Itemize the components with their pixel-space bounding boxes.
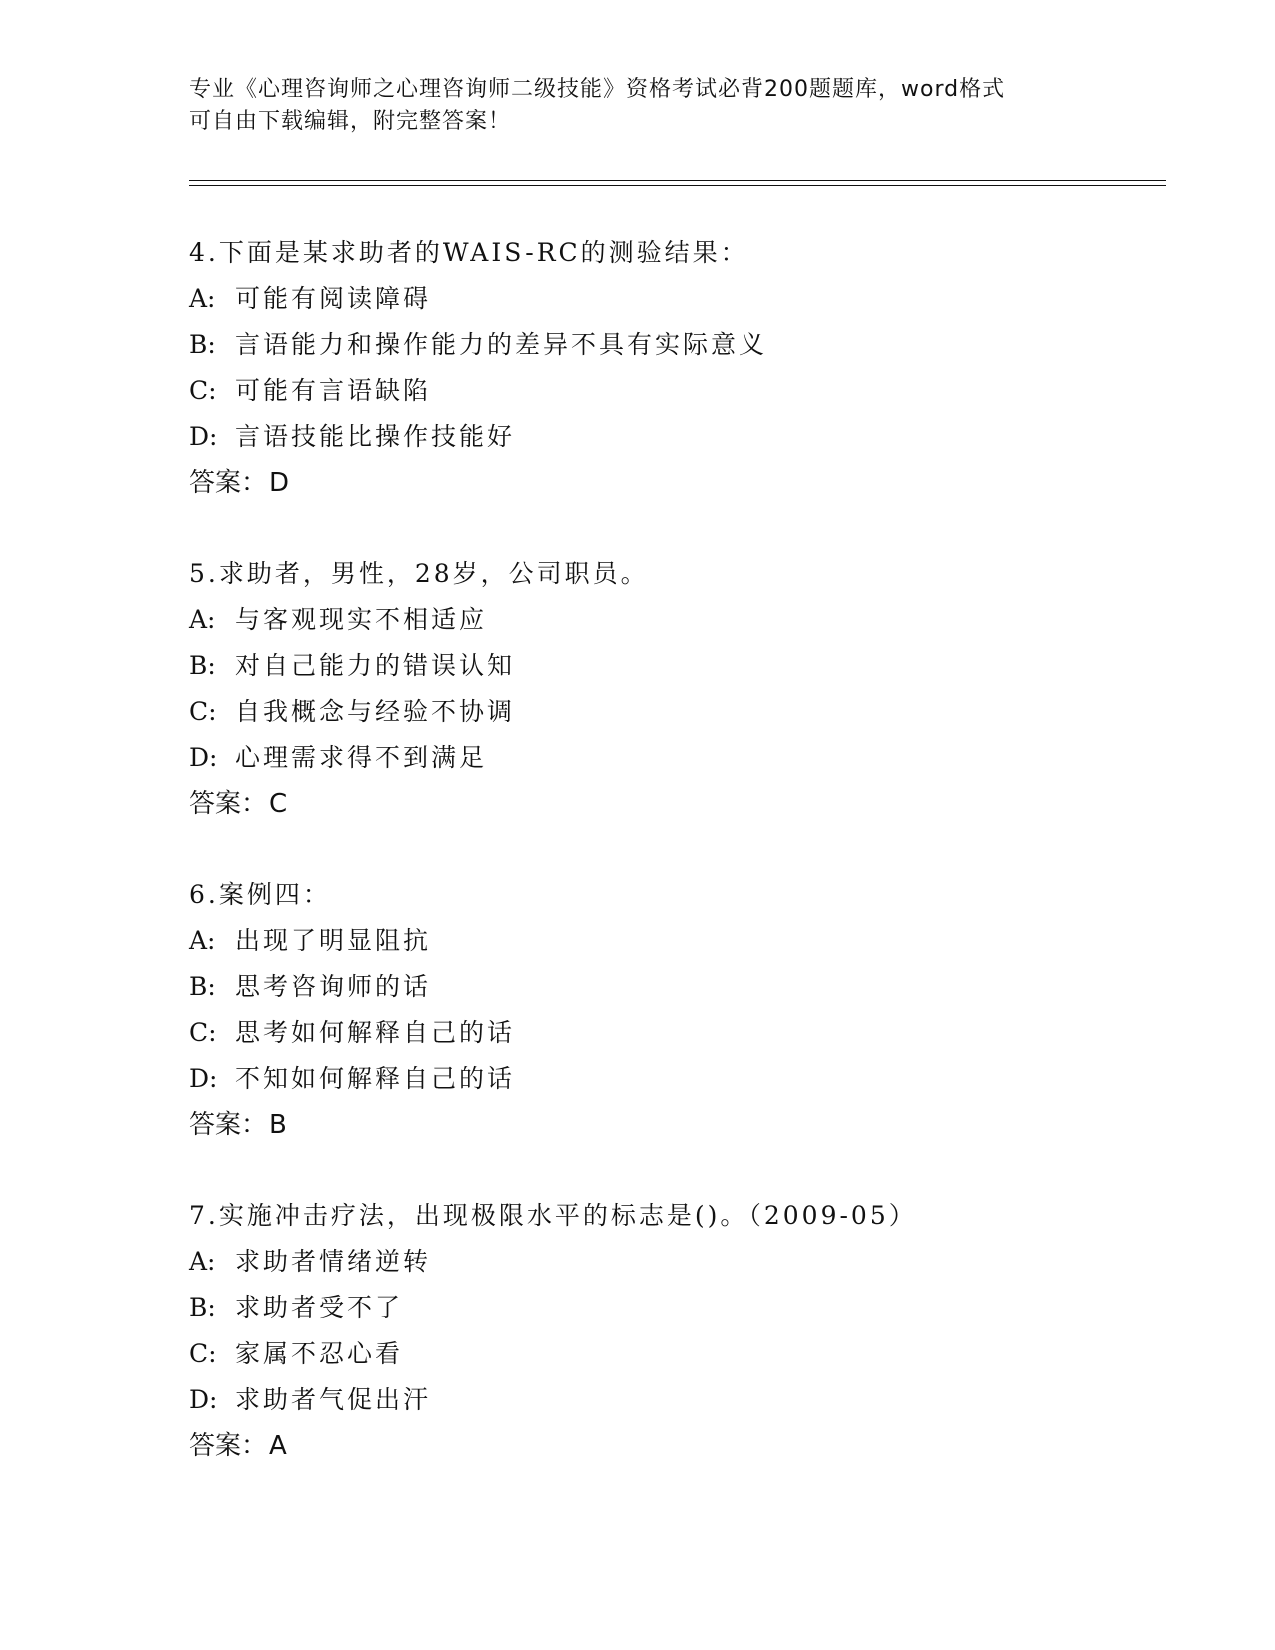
- question-title: 4.下面是某求助者的WAIS-RC的测验结果：: [189, 238, 749, 267]
- question-block: [189, 230, 1149, 506]
- question-block: [189, 1193, 1149, 1469]
- option-d: [189, 735, 1149, 781]
- option-text: 家属不忍心看: [235, 1339, 404, 1368]
- option-b: [189, 1285, 1149, 1331]
- answer-line: [189, 1102, 1149, 1148]
- question-block: [189, 551, 1149, 827]
- option-b: [189, 643, 1149, 689]
- option-text: 言语能力和操作能力的差异不具有实际意义: [235, 330, 768, 359]
- option-text: 自我概念与经验不协调: [235, 697, 516, 726]
- header-divider-bottom: [189, 185, 1166, 186]
- option-text: 可能有言语缺陷: [235, 376, 432, 405]
- option-b: [189, 964, 1149, 1010]
- option-letter: B:: [189, 330, 216, 359]
- option-letter: B:: [189, 651, 216, 680]
- question-title: 7.实施冲击疗法，出现极限水平的标志是()。（2009-05）: [189, 1201, 917, 1230]
- question-block: [189, 872, 1149, 1148]
- option-text: 思考咨询师的话: [235, 972, 432, 1001]
- option-letter: C:: [189, 376, 217, 405]
- answer-label: 答案：: [189, 468, 268, 498]
- option-a: [189, 597, 1149, 643]
- option-letter: D:: [189, 422, 218, 451]
- option-text: 求助者气促出汗: [235, 1385, 432, 1414]
- option-c: [189, 1331, 1149, 1377]
- option-text: 求助者情绪逆转: [235, 1247, 432, 1276]
- answer-value: B: [269, 1110, 287, 1140]
- header-title-line-2: 可自由下载编辑，附完整答案！: [189, 109, 512, 134]
- option-c: [189, 368, 1149, 414]
- option-text: 思考如何解释自己的话: [235, 1018, 516, 1047]
- option-letter: A:: [189, 926, 216, 955]
- option-letter: C:: [189, 697, 217, 726]
- option-d: [189, 1377, 1149, 1423]
- option-text: 对自己能力的错误认知: [235, 651, 516, 680]
- document-header: [189, 74, 1089, 138]
- question-title: 5.求助者，男性，28岁，公司职员。: [189, 559, 649, 588]
- option-letter: D:: [189, 1385, 218, 1414]
- option-letter: A:: [189, 605, 216, 634]
- option-letter: D:: [189, 1064, 218, 1093]
- answer-label: 答案：: [189, 1110, 268, 1140]
- option-text: 心理需求得不到满足: [235, 743, 488, 772]
- option-a: [189, 276, 1149, 322]
- answer-value: D: [269, 468, 290, 498]
- option-a: [189, 918, 1149, 964]
- option-letter: D:: [189, 743, 218, 772]
- option-d: [189, 1056, 1149, 1102]
- option-d: [189, 414, 1149, 460]
- option-c: [189, 689, 1149, 735]
- header-divider-top: [189, 180, 1166, 181]
- answer-label: 答案：: [189, 789, 268, 819]
- answer-line: [189, 781, 1149, 827]
- answer-label: 答案：: [189, 1431, 268, 1461]
- option-letter: A:: [189, 284, 216, 313]
- question-title: 6.案例四：: [189, 880, 331, 909]
- option-text: 出现了明显阻抗: [235, 926, 432, 955]
- answer-line: [189, 1423, 1149, 1469]
- answer-value: A: [269, 1431, 287, 1461]
- option-letter: B:: [189, 972, 216, 1001]
- option-text: 可能有阅读障碍: [235, 284, 432, 313]
- option-a: [189, 1239, 1149, 1285]
- option-text: 求助者受不了: [235, 1293, 404, 1322]
- header-title-line-1: 专业《心理咨询师之心理咨询师二级技能》资格考试必背200题题库，word格式: [189, 77, 1006, 102]
- answer-value: C: [269, 789, 288, 819]
- option-text: 与客观现实不相适应: [235, 605, 488, 634]
- option-c: [189, 1010, 1149, 1056]
- option-letter: C:: [189, 1018, 217, 1047]
- answer-line: [189, 460, 1149, 506]
- option-b: [189, 322, 1149, 368]
- option-text: 言语技能比操作技能好: [235, 422, 516, 451]
- option-letter: C:: [189, 1339, 217, 1368]
- option-letter: B:: [189, 1293, 216, 1322]
- option-letter: A:: [189, 1247, 216, 1276]
- option-text: 不知如何解释自己的话: [235, 1064, 516, 1093]
